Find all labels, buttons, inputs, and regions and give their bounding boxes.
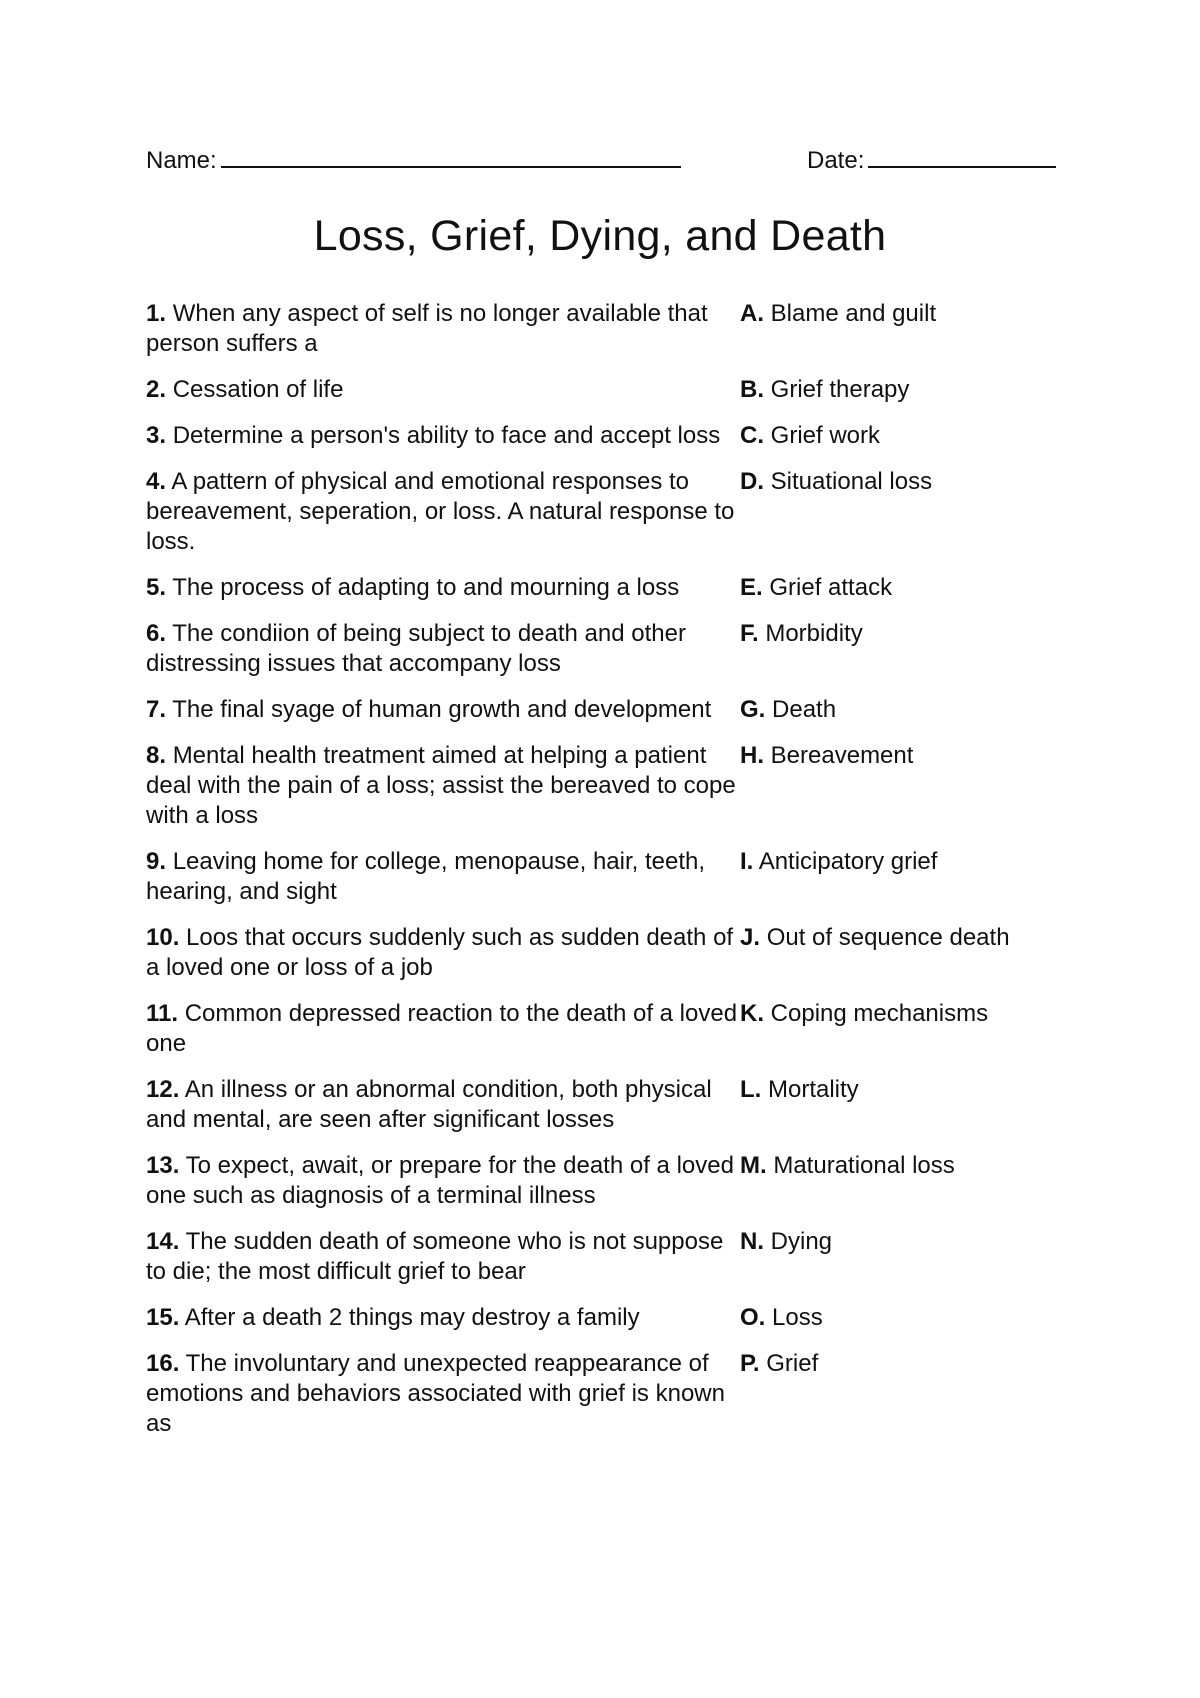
- question-text: [146, 467, 740, 557]
- answer-letter: P.: [740, 1350, 760, 1377]
- answer-option: [740, 1227, 1086, 1257]
- worksheet-header: [146, 146, 1066, 182]
- answer-text: Death: [772, 696, 837, 723]
- answer-option: [740, 375, 1086, 405]
- answer-option: [740, 421, 1086, 451]
- matching-row: [146, 1349, 1086, 1439]
- answer-text: Dying: [770, 1228, 833, 1255]
- matching-row: [146, 573, 1086, 603]
- matching-row: [146, 1227, 1086, 1287]
- question-body: Mental health treatment aimed at helping a patient deal with the pain of a loss; assist the bereaved to cope with a loss: [146, 742, 736, 829]
- answer-letter: L.: [740, 1076, 762, 1103]
- question-body: Loos that occurs suddenly such as sudden death of a loved one or loss of a job: [146, 924, 734, 981]
- question-number: 5.: [146, 574, 167, 601]
- answer-letter: H.: [740, 742, 764, 769]
- matching-row: [146, 741, 1086, 831]
- answer-letter: K.: [740, 1000, 764, 1027]
- answer-letter: B.: [740, 376, 764, 403]
- answer-text: Bereavement: [770, 742, 914, 769]
- answer-option: [740, 1349, 1086, 1379]
- question-body: Cessation of life: [172, 376, 344, 403]
- answer-option: [740, 1303, 1086, 1333]
- question-number: 13.: [146, 1152, 180, 1179]
- answer-text: Coping mechanisms: [770, 1000, 989, 1027]
- question-body: After a death 2 things may destroy a family: [184, 1304, 640, 1331]
- question-text: [146, 299, 740, 359]
- matching-row: [146, 999, 1086, 1059]
- question-body: The sudden death of someone who is not suppose to die; the most difficult grief to bear: [146, 1228, 724, 1285]
- name-blank-line: [221, 146, 681, 168]
- question-body: The condiion of being subject to death and other distressing issues that accompany loss: [146, 620, 686, 677]
- question-body: To expect, await, or prepare for the death of a loved one such as diagnosis of a terminal illness: [146, 1152, 734, 1209]
- answer-letter: I.: [740, 848, 754, 875]
- matching-row: [146, 1075, 1086, 1135]
- matching-row: [146, 467, 1086, 557]
- name-field: [146, 146, 681, 175]
- question-body: Common depressed reaction to the death of a loved one: [146, 1000, 738, 1057]
- answer-text: Maturational loss: [773, 1152, 955, 1179]
- answer-option: [740, 467, 1086, 497]
- answer-option: [740, 695, 1086, 725]
- matching-row: [146, 923, 1086, 983]
- question-number: 9.: [146, 848, 167, 875]
- question-body: When any aspect of self is no longer available that person suffers a: [146, 300, 708, 357]
- question-text: [146, 1303, 740, 1333]
- question-body: Leaving home for college, menopause, hair, teeth, hearing, and sight: [146, 848, 706, 905]
- date-field: [807, 146, 1056, 175]
- question-number: 3.: [146, 422, 167, 449]
- question-body: Determine a person's ability to face and accept loss: [172, 422, 721, 449]
- answer-text: Grief work: [770, 422, 881, 449]
- answer-letter: A.: [740, 300, 764, 327]
- question-text: [146, 421, 740, 451]
- question-text: [146, 695, 740, 725]
- question-number: 2.: [146, 376, 167, 403]
- question-text: [146, 999, 740, 1059]
- question-text: [146, 619, 740, 679]
- question-body: An illness or an abnormal condition, both physical and mental, are seen after significant losses: [146, 1076, 712, 1133]
- question-number: 4.: [146, 468, 167, 495]
- answer-letter: F.: [740, 620, 759, 647]
- answer-text: Grief attack: [769, 574, 893, 601]
- answer-text: Blame and guilt: [770, 300, 937, 327]
- question-number: 15.: [146, 1304, 180, 1331]
- question-text: [146, 573, 740, 603]
- question-text: [146, 923, 740, 983]
- answer-option: [740, 923, 1086, 953]
- answer-option: [740, 1075, 1086, 1105]
- answer-letter: D.: [740, 468, 764, 495]
- answer-option: [740, 573, 1086, 603]
- answer-letter: M.: [740, 1152, 767, 1179]
- answer-text: Situational loss: [770, 468, 933, 495]
- matching-list: [146, 299, 1086, 1455]
- question-number: 11.: [146, 1000, 179, 1027]
- question-body: The final syage of human growth and development: [172, 696, 712, 723]
- matching-row: [146, 847, 1086, 907]
- answer-text: Out of sequence death: [766, 924, 1010, 951]
- question-number: 16.: [146, 1350, 180, 1377]
- answer-option: [740, 999, 1086, 1029]
- question-text: [146, 741, 740, 831]
- question-text: [146, 1151, 740, 1211]
- question-number: 6.: [146, 620, 167, 647]
- question-body: A pattern of physical and emotional responses to bereavement, seperation, or loss. A natural response to loss.: [146, 468, 735, 555]
- question-text: [146, 847, 740, 907]
- matching-row: [146, 1151, 1086, 1211]
- question-number: 10.: [146, 924, 180, 951]
- answer-letter: N.: [740, 1228, 764, 1255]
- answer-text: Loss: [772, 1304, 823, 1331]
- answer-option: [740, 299, 1086, 329]
- answer-text: Grief therapy: [770, 376, 910, 403]
- question-number: 7.: [146, 696, 167, 723]
- answer-text: Grief: [766, 1350, 819, 1377]
- question-number: 12.: [146, 1076, 180, 1103]
- worksheet-title: Loss, Grief, Dying, and Death: [313, 212, 887, 260]
- answer-letter: G.: [740, 696, 766, 723]
- question-body: The process of adapting to and mourning a loss: [172, 574, 680, 601]
- question-number: 14.: [146, 1228, 180, 1255]
- matching-row: [146, 1303, 1086, 1333]
- name-label: Name:: [146, 147, 217, 174]
- answer-letter: J.: [740, 924, 761, 951]
- answer-option: [740, 619, 1086, 649]
- question-body: The involuntary and unexpected reappearance of emotions and behaviors associated with grief is known as: [146, 1350, 725, 1437]
- answer-letter: E.: [740, 574, 763, 601]
- question-number: 1.: [146, 300, 167, 327]
- question-text: [146, 1349, 740, 1439]
- matching-row: [146, 421, 1086, 451]
- question-text: [146, 375, 740, 405]
- matching-row: [146, 695, 1086, 725]
- matching-row: [146, 375, 1086, 405]
- answer-letter: C.: [740, 422, 764, 449]
- answer-letter: O.: [740, 1304, 766, 1331]
- question-text: [146, 1075, 740, 1135]
- answer-option: [740, 1151, 1086, 1181]
- answer-text: Anticipatory grief: [758, 848, 938, 875]
- answer-option: [740, 847, 1086, 877]
- answer-option: [740, 741, 1086, 771]
- question-number: 8.: [146, 742, 167, 769]
- matching-row: [146, 299, 1086, 359]
- answer-text: Mortality: [768, 1076, 859, 1103]
- matching-row: [146, 619, 1086, 679]
- date-blank-line: [868, 146, 1056, 168]
- answer-text: Morbidity: [765, 620, 863, 647]
- question-text: [146, 1227, 740, 1287]
- date-label: Date:: [807, 147, 865, 174]
